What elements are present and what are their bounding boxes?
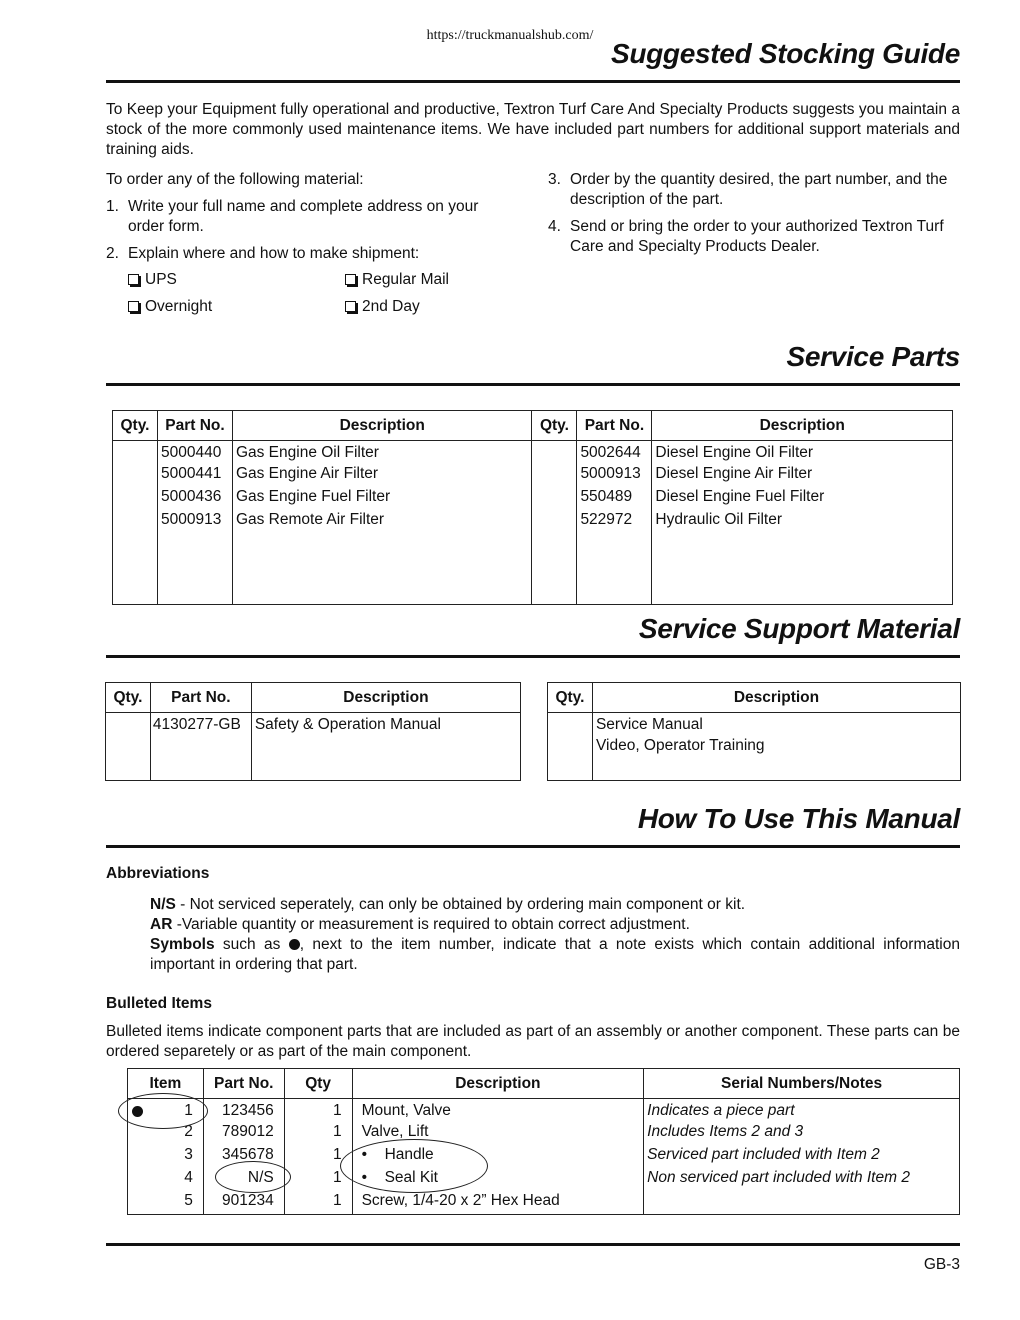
title-rule bbox=[106, 845, 960, 848]
table-filler bbox=[113, 533, 953, 605]
how-to-title: How To Use This Manual bbox=[637, 803, 960, 834]
col-description: Description bbox=[652, 411, 953, 441]
order-step: 3. Order by the quantity desired, the part number, and the description of the part. bbox=[548, 171, 948, 208]
support-material-left-table bbox=[105, 682, 521, 781]
support-material-right-table bbox=[547, 682, 961, 781]
col-item: Item bbox=[128, 1069, 204, 1099]
table-filler bbox=[548, 759, 961, 781]
order-step: 4. Send or bring the order to your authorized Textron Turf Care and Specialty Products Dealer. bbox=[548, 218, 944, 255]
shipping-option[interactable]: UPS bbox=[128, 270, 177, 290]
footer-rule bbox=[106, 1243, 960, 1246]
abbreviations-list bbox=[150, 895, 960, 975]
table-row: 1 123456 1 Mount, Valve Indicates a piece part bbox=[128, 1099, 960, 1122]
col-qty: Qty. bbox=[548, 683, 593, 713]
title-rule bbox=[106, 655, 960, 658]
table-row: Service Manual bbox=[548, 713, 961, 736]
abbrev-ar: AR -Variable quantity or measurement is required to obtain correct adjustment. bbox=[150, 916, 690, 933]
abbrev-ns: N/S - Not serviced seperately, can only be obtained by ordering main component or kit. bbox=[150, 896, 746, 913]
shipping-option[interactable]: 2nd Day bbox=[345, 297, 420, 317]
stocking-guide-title: Suggested Stocking Guide bbox=[610, 38, 960, 69]
table-header-row bbox=[106, 683, 521, 713]
order-lead: To order any of the following material: bbox=[106, 171, 364, 188]
header-url: https://truckmanualshub.com/ bbox=[426, 28, 594, 43]
abbreviations-heading: Abbreviations bbox=[106, 865, 210, 882]
title-rule bbox=[106, 80, 960, 83]
col-part-no: Part No. bbox=[150, 683, 251, 713]
col-qty: Qty. bbox=[106, 683, 151, 713]
table-row: 4130277-GB Safety & Operation Manual bbox=[106, 713, 521, 736]
col-description: Description bbox=[232, 411, 532, 441]
table-row: 4 N/S 1 • Seal Kit Non serviced part included with Item 2 bbox=[128, 1168, 960, 1191]
shipping-option[interactable]: Overnight bbox=[128, 297, 212, 317]
page-number: GB-3 bbox=[923, 1256, 960, 1273]
table-header-row bbox=[548, 683, 961, 713]
service-parts-title: Service Parts bbox=[786, 341, 960, 372]
bulleted-items-heading: Bulleted Items bbox=[106, 995, 212, 1012]
table-row: 3 345678 1 • Handle Serviced part included with Item 2 bbox=[128, 1145, 960, 1168]
checkbox-icon bbox=[128, 301, 139, 312]
checkbox-icon bbox=[345, 301, 356, 312]
order-step: 2. Explain where and how to make shipment: bbox=[106, 245, 420, 262]
table-row: 5000440 Gas Engine Oil Filter 5002644 Diesel Engine Oil Filter bbox=[113, 441, 953, 464]
table-row: Video, Operator Training bbox=[548, 736, 961, 759]
bulleted-items-text: Bulleted items indicate component parts that are included as part of an assembly or another component. These parts can be ordered separetely or as part of the main component. bbox=[106, 1023, 960, 1060]
support-material-title: Service Support Material bbox=[638, 613, 960, 644]
title-rule bbox=[106, 383, 960, 386]
table-row: 2 789012 1 Valve, Lift Includes Items 2 and 3 bbox=[128, 1122, 960, 1145]
bullet-icon: • bbox=[361, 1145, 367, 1163]
table-filler bbox=[106, 736, 521, 781]
shipping-option[interactable]: Regular Mail bbox=[345, 270, 449, 290]
order-instructions-left bbox=[106, 170, 516, 264]
note-dot-icon bbox=[132, 1106, 143, 1117]
table-header-row bbox=[128, 1069, 960, 1099]
col-description: Description bbox=[251, 683, 520, 713]
order-step: 1. Write your full name and complete address on your order form. bbox=[106, 198, 479, 235]
checkbox-icon bbox=[345, 274, 356, 285]
table-row: 5 901234 1 Screw, 1/4-20 x 2” Hex Head bbox=[128, 1191, 960, 1215]
bullet-icon: • bbox=[361, 1168, 367, 1186]
col-serial-notes: Serial Numbers/Notes bbox=[644, 1069, 960, 1099]
order-instructions-right bbox=[548, 170, 960, 257]
col-qty: Qty. bbox=[532, 411, 577, 441]
stocking-intro: To Keep your Equipment fully operational and productive, Textron Turf Care And Specialty Products suggests you maintain a stock of the more commonly used maintenance items. We have included part numbers for additional support materials and training aids. bbox=[106, 101, 960, 158]
table-row: 5000436 Gas Engine Fuel Filter 550489 Diesel Engine Fuel Filter bbox=[113, 487, 953, 510]
example-parts-table bbox=[127, 1068, 960, 1215]
col-description: Description bbox=[592, 683, 960, 713]
table-header-row bbox=[113, 411, 953, 441]
col-description: Description bbox=[352, 1069, 644, 1099]
service-parts-table bbox=[112, 410, 953, 605]
col-part-no: Part No. bbox=[203, 1069, 284, 1099]
col-qty: Qty. bbox=[113, 411, 158, 441]
abbrev-symbols: Symbols such as , next to the item number, indicate that a note exists which contain additional information important in ordering that part. bbox=[150, 936, 960, 973]
col-part-no: Part No. bbox=[157, 411, 232, 441]
table-row: 5000441 Gas Engine Air Filter 5000913 Diesel Engine Air Filter bbox=[113, 464, 953, 487]
col-part-no: Part No. bbox=[577, 411, 652, 441]
col-qty: Qty bbox=[284, 1069, 352, 1099]
checkbox-icon bbox=[128, 274, 139, 285]
note-dot-icon bbox=[289, 939, 300, 950]
table-row: 5000913 Gas Remote Air Filter 522972 Hydraulic Oil Filter bbox=[113, 510, 953, 533]
